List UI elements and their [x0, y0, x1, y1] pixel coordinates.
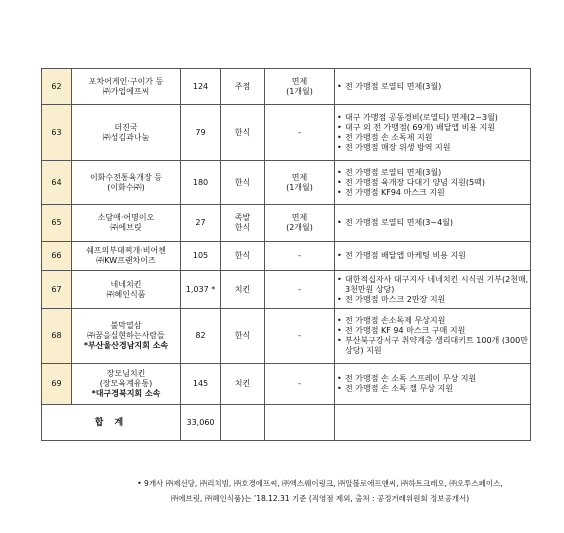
total-empty-cell	[221, 405, 265, 441]
support-item: • 전 가맹점 로열티 면제(3~4월)	[335, 218, 530, 228]
royalty-waiver	[265, 242, 335, 271]
brand-name-line: 이화수전통육개장 등	[89, 172, 163, 182]
support-list	[335, 275, 530, 305]
brand-name-line: 네네치킨	[110, 279, 142, 289]
support-item: • 전 가맹점 배달앱 마케팅 비용 지원	[335, 251, 530, 261]
table-row	[42, 69, 531, 105]
total-label: 합 계	[42, 405, 181, 441]
brand-name-line: ㈜KW프랜차이즈	[96, 256, 156, 265]
brand-company	[72, 105, 181, 161]
brand-name-line: ㈜꿈을실현하는사람들	[87, 331, 165, 340]
row-number: 66	[42, 242, 72, 271]
total-row	[42, 405, 531, 441]
table-row	[42, 271, 531, 309]
footnote	[100, 476, 540, 506]
support-item: • 전 가맹점 손 소독제 지원	[335, 133, 530, 143]
royalty-waiver	[265, 69, 335, 105]
business-type: 주점	[221, 69, 265, 105]
support-list	[335, 374, 530, 394]
brand-company	[72, 69, 181, 105]
row-number: 63	[42, 105, 72, 161]
brand-name-line: 쉐프의부대찌개·비어첸	[86, 246, 166, 255]
store-count: 79	[181, 105, 221, 161]
support-details	[335, 161, 531, 205]
support-details	[335, 271, 531, 309]
affiliation-note: *대구경북지회 소속	[91, 389, 161, 398]
business-type: 치킨	[221, 271, 265, 309]
business-type: 치킨	[221, 364, 265, 405]
total-count: 33,060	[181, 405, 221, 441]
business-type-line: 족발	[234, 213, 251, 222]
royalty-line: 면제	[291, 172, 308, 182]
support-list	[335, 82, 530, 92]
brand-name-line: ㈜가업에프씨	[102, 86, 150, 96]
royalty-waiver	[265, 105, 335, 161]
support-details	[335, 105, 531, 161]
royalty-waiver	[265, 271, 335, 309]
brand-name-line: 장모님치킨	[106, 369, 146, 378]
support-item: • 전 가맹점 손 소독 스프레이 무상 지원	[335, 374, 530, 384]
table-row	[42, 105, 531, 161]
table-row	[42, 364, 531, 405]
row-number: 64	[42, 161, 72, 205]
brand-company	[72, 271, 181, 309]
support-list	[335, 113, 530, 153]
store-count: 82	[181, 309, 221, 364]
support-item: • 대구 가맹점 공동경비(로열티) 면제(2~3월)	[335, 113, 530, 123]
support-item: • 부산북구강서구 취약계층 생리대키트 100개 (300만 상당) 지원	[335, 336, 530, 356]
business-type: 한식	[221, 309, 265, 364]
support-details	[335, 309, 531, 364]
support-item: • 전 가맹점 매장 위생 방역 지원	[335, 143, 530, 153]
brand-name-line: 더진국	[114, 122, 138, 132]
support-item: • 전 가맹점 KF94 마스크 지원	[335, 188, 530, 198]
royalty-line: (1개월)	[286, 182, 313, 192]
table-body	[42, 69, 531, 441]
support-list	[335, 251, 530, 261]
support-item: • 대구 외 전 가맹점( 69개) 배달앱 비용 지원	[335, 123, 530, 133]
brand-name-line: 포차어게인·구이가 등	[88, 76, 164, 86]
business-type: 한식	[221, 242, 265, 271]
brand-company	[72, 242, 181, 271]
brand-company	[72, 309, 181, 364]
brand-name-line: ㈜혜인식품	[106, 289, 146, 299]
support-item: • 전 가맹점 손 소독 젤 무상 지원	[335, 384, 530, 394]
support-item: • 전 가맹점 육개장 다대기 양념 지원(5팩)	[335, 178, 530, 188]
support-item: • 전 가맹점 손소독제 무상지원	[335, 316, 530, 326]
table-row	[42, 161, 531, 205]
brand-name-line: 소담애·어명이오	[97, 213, 155, 222]
royalty-line: -	[298, 127, 301, 137]
business-type: 한식	[221, 161, 265, 205]
support-details	[335, 205, 531, 242]
table-row	[42, 205, 531, 242]
store-count: 105	[181, 242, 221, 271]
royalty-line: -	[298, 331, 301, 340]
row-number: 67	[42, 271, 72, 309]
business-type: 한식	[221, 105, 265, 161]
row-number: 68	[42, 309, 72, 364]
row-number: 65	[42, 205, 72, 242]
store-count: 27	[181, 205, 221, 242]
footnote-line-2: ㈜에브릿, ㈜혜인식품)는 ’18.12.31 기준 (직영점 제외, 출처 : 공정거래위원회 정보공개서)	[170, 494, 470, 503]
brand-name-line: 불막열삼	[110, 321, 142, 330]
brand-company	[72, 364, 181, 405]
support-details	[335, 364, 531, 405]
total-empty-cell	[335, 405, 531, 441]
support-details	[335, 69, 531, 105]
business-type	[221, 205, 265, 242]
store-count: 145	[181, 364, 221, 405]
row-number: 62	[42, 69, 72, 105]
support-details	[335, 242, 531, 271]
footnote-line-1: • 9개사 ㈜제선당, ㈜리치빔, ㈜호경에프씨, ㈜엑스웨이링크, ㈜알볼로에프앤씨, ㈜하트크레오, ㈜오투스페이스,	[137, 479, 503, 488]
brand-name-line: (이화수㈜)	[107, 182, 145, 192]
support-item: • 전 가맹점 로열티 면제(3월)	[335, 82, 530, 92]
royalty-line: -	[298, 379, 301, 388]
store-count: 1,037 *	[181, 271, 221, 309]
table-row	[42, 242, 531, 271]
franchise-support-table	[41, 68, 531, 441]
royalty-waiver	[265, 364, 335, 405]
support-item: • 대한적십자사 대구지사 네네치킨 시식권 기부(2천매, 3천만원 상당)	[335, 275, 530, 295]
support-item: • 전 가맹점 마스크 2만장 지원	[335, 295, 530, 305]
brand-name-line: ㈜성김과나눔	[102, 132, 150, 142]
total-empty-cell	[265, 405, 335, 441]
brand-company	[72, 161, 181, 205]
brand-company	[72, 205, 181, 242]
table-row	[42, 309, 531, 364]
royalty-line: 면제	[291, 213, 308, 222]
support-list	[335, 168, 530, 198]
royalty-line: -	[298, 251, 301, 260]
support-list	[335, 316, 530, 356]
support-list	[335, 218, 530, 228]
royalty-waiver	[265, 205, 335, 242]
support-item: • 전 가맹점 로열티 면제(3월)	[335, 168, 530, 178]
store-count: 180	[181, 161, 221, 205]
support-item: • 전 가맹점 KF 94 마스크 구매 지원	[335, 326, 530, 336]
business-type-line: 한식	[234, 223, 251, 232]
brand-name-line: (장모육계유통)	[99, 379, 153, 388]
royalty-waiver	[265, 309, 335, 364]
royalty-waiver	[265, 161, 335, 205]
brand-name-line: ㈜에브릿	[110, 223, 142, 232]
row-number: 69	[42, 364, 72, 405]
affiliation-note: *부산울산경남지회 소속	[83, 341, 169, 350]
royalty-line: -	[298, 284, 301, 294]
royalty-line: 면제	[291, 76, 308, 86]
royalty-line: (2개월)	[286, 223, 313, 232]
royalty-line: (1개월)	[286, 86, 313, 96]
store-count: 124	[181, 69, 221, 105]
